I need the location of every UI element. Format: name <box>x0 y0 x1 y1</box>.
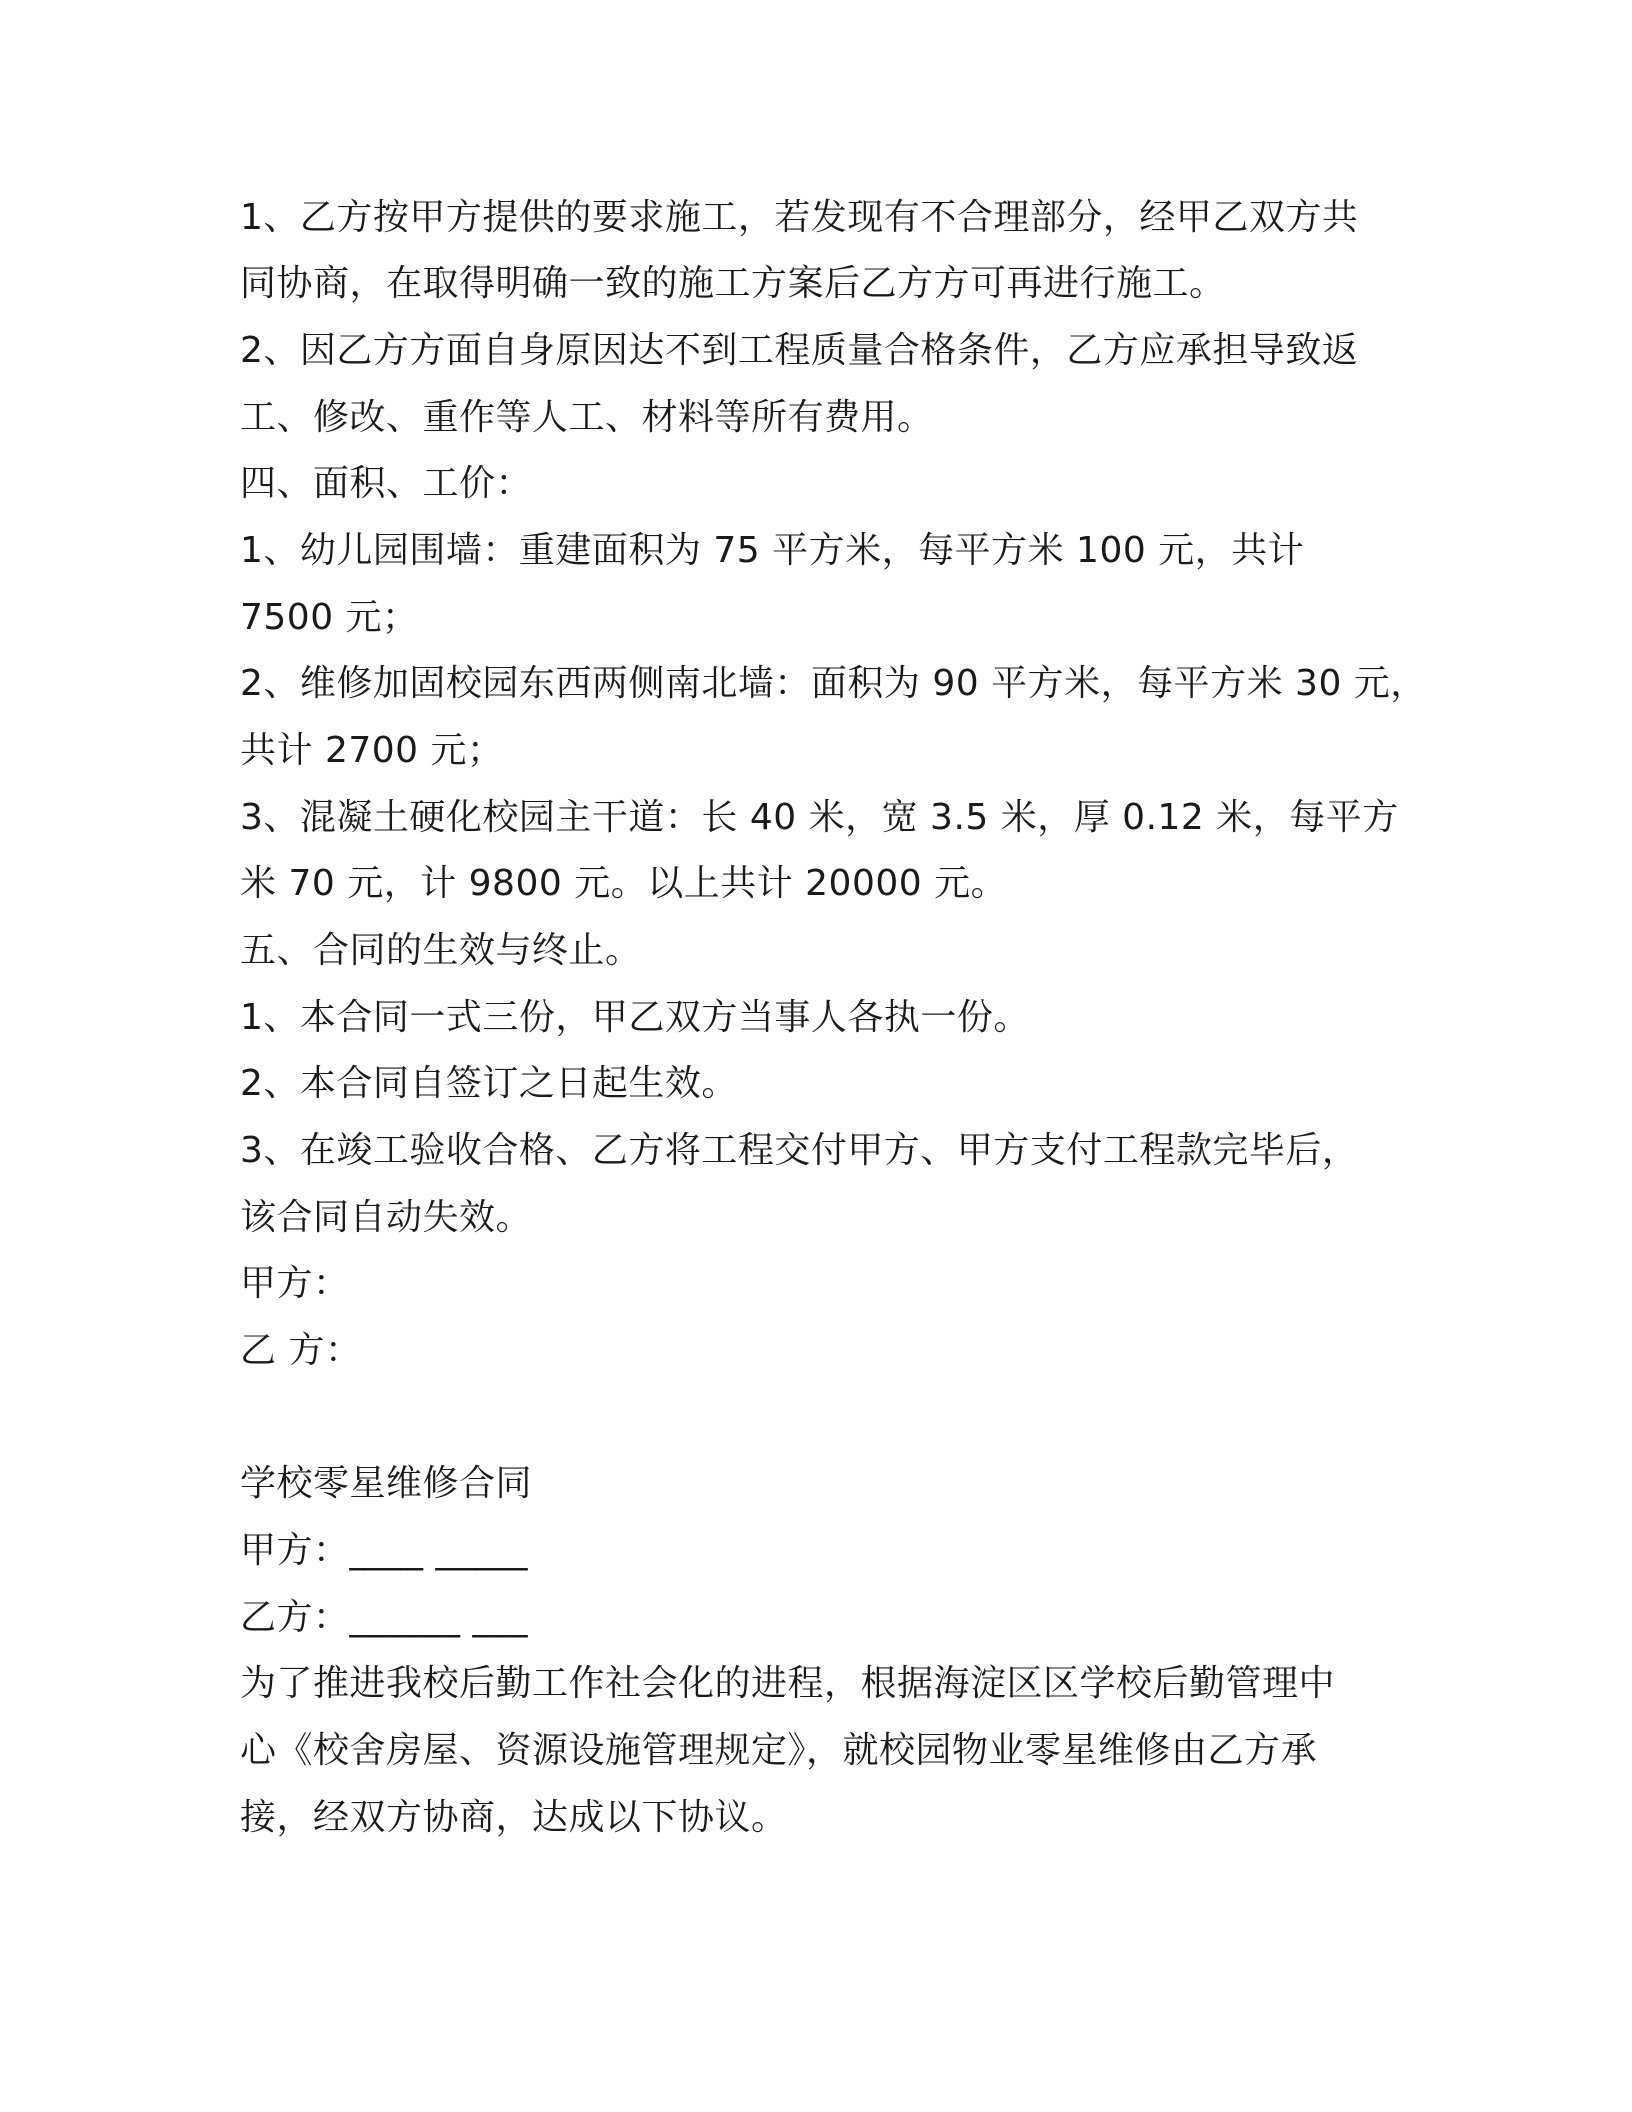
text-line: 3、混凝土硬化校园主干道：长 40 米，宽 3.5 米，厚 0.12 米，每平方 <box>240 797 1399 838</box>
party-b-signature-label: 乙 方： <box>240 1330 362 1371</box>
section-heading: 五、合同的生效与终止。 <box>240 930 642 971</box>
text-line: 接，经双方协商，达成以下协议。 <box>240 1797 788 1838</box>
section-heading: 四、面积、工价： <box>240 463 533 504</box>
text-line: 1、乙方按甲方提供的要求施工，若发现有不合理部分，经甲乙双方共 <box>240 197 1359 238</box>
party-a-signature-label: 甲方： <box>240 1263 350 1304</box>
text-line: 1、本合同一式三份，甲乙双方当事人各执一份。 <box>240 997 1030 1038</box>
party-b-field: 乙方：______ ___ <box>240 1597 528 1638</box>
party-a-field: 甲方：____ _____ <box>240 1530 528 1571</box>
contract-title: 学校零星维修合同 <box>240 1463 533 1504</box>
text-line: 心《校舍房屋、资源设施管理规定》，就校园物业零星维修由乙方承 <box>240 1730 1318 1771</box>
text-line: 米 70 元，计 9800 元。以上共计 20000 元。 <box>240 863 1008 904</box>
text-line: 为了推进我校后勤工作社会化的进程，根据海淀区区学校后勤管理中 <box>240 1663 1336 1704</box>
text-line: 1、幼儿园围墙：重建面积为 75 平方米，每平方米 100 元，共计 <box>240 530 1305 571</box>
text-line: 2、本合同自签订之日起生效。 <box>240 1063 738 1104</box>
text-line: 7500 元； <box>240 597 419 638</box>
text-line: 同协商，在取得明确一致的施工方案后乙方方可再进行施工。 <box>240 263 1226 304</box>
text-line: 3、在竣工验收合格、乙方将工程交付甲方、甲方支付工程款完毕后， <box>240 1130 1359 1171</box>
text-line: 2、因乙方方面自身原因达不到工程质量合格条件，乙方应承担导致返 <box>240 330 1359 371</box>
text-line: 2、维修加固校园东西两侧南北墙：面积为 90 平方米，每平方米 30 元， <box>240 663 1427 704</box>
text-line: 工、修改、重作等人工、材料等所有费用。 <box>240 397 934 438</box>
text-line: 共计 2700 元； <box>240 730 504 771</box>
text-line: 该合同自动失效。 <box>240 1197 533 1238</box>
